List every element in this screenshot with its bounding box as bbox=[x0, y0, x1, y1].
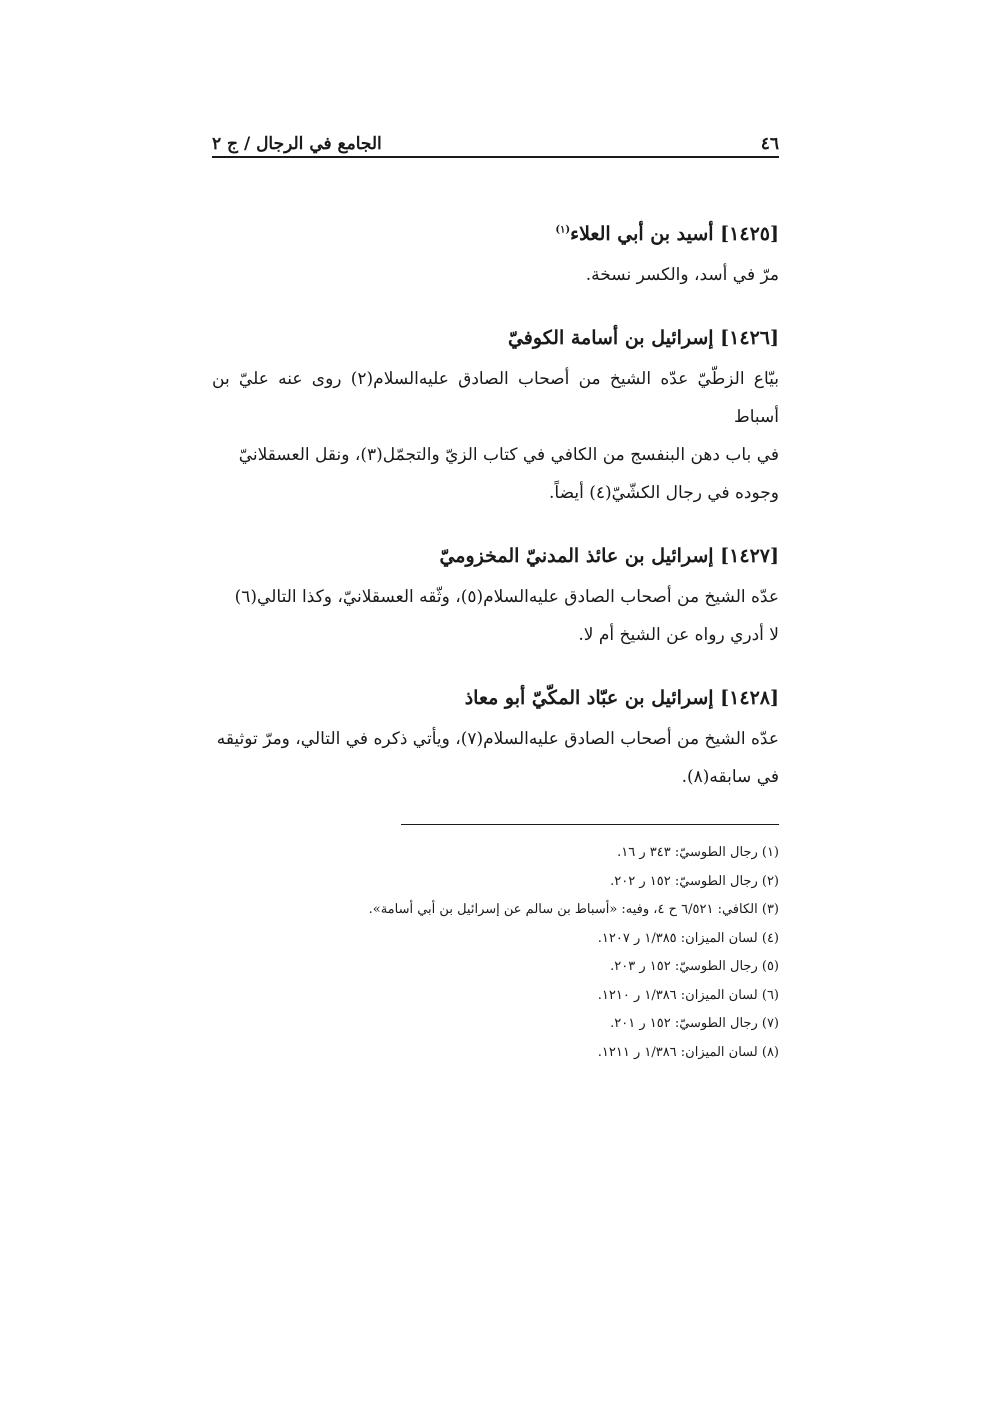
entry-title: [١٤٢٧] إسرائيل بن عائذ المدنيّ المخزوميّ bbox=[439, 545, 779, 567]
footnote: (٢) رجال الطوسيّ: ١٥٢ ر ٢٠٢. bbox=[610, 873, 779, 889]
footnotes bbox=[212, 839, 779, 1067]
footnote: (٦) لسان الميزان: ١/٣٨٦ ر ١٢١٠. bbox=[597, 987, 779, 1003]
entry-1426 bbox=[212, 320, 779, 512]
running-header bbox=[212, 118, 779, 158]
footnote: (١) رجال الطوسيّ: ٣٤٣ ر ١٦. bbox=[617, 845, 779, 860]
footnote: (٤) لسان الميزان: ١/٣٨٥ ر ١٢٠٧. bbox=[597, 930, 779, 946]
body-line: لا أدري رواه عن الشيخ أم لا. bbox=[578, 625, 779, 645]
entry-1428 bbox=[212, 680, 779, 796]
entry-body bbox=[212, 360, 779, 512]
footnote: (٣) الكافي: ٦/٥٢١ ح ٤، وفيه: «أسباط بن سالم عن إسرائيل بن أبي أسامة». bbox=[368, 902, 779, 917]
entry-body bbox=[212, 578, 779, 654]
entry-title: [١٤٢٥] أسيد بن أبي العلاء$^{(١)}$ bbox=[555, 223, 779, 245]
body-line: في سابقه(٨). bbox=[681, 767, 779, 787]
page-number: ٤٦ bbox=[760, 134, 779, 154]
footnote: (٧) رجال الطوسيّ: ١٥٢ ر ٢٠١. bbox=[610, 1016, 779, 1031]
entries bbox=[212, 216, 779, 796]
footnote: (٨) لسان الميزان: ١/٣٨٦ ر ١٢١١. bbox=[597, 1044, 779, 1060]
entry-body bbox=[212, 720, 779, 796]
entry-title: [١٤٢٦] إسرائيل بن أسامة الكوفيّ bbox=[507, 327, 779, 349]
entry-body bbox=[212, 256, 779, 294]
body-line: وجوده في رجال الكشّيّ(٤) أيضاً. bbox=[549, 483, 779, 503]
body-line: في باب دهن البنفسج من الكافي في كتاب الزيّ والتجمّل(٣)، ونقل العسقلانيّ bbox=[238, 445, 779, 465]
entry-1427 bbox=[212, 538, 779, 654]
body-line: عدّه الشيخ من أصحاب الصادق عليه‌السلام(٥)، وثّقه العسقلانيّ، وكذا التالي(٦) bbox=[234, 587, 779, 607]
entry-title: [١٤٢٨] إسرائيل بن عبّاد المكّيّ أبو معاذ bbox=[464, 687, 779, 709]
book-title: الجامع في الرجال / ج ٢ bbox=[212, 134, 382, 154]
entry-1425 bbox=[212, 216, 779, 294]
body-line: عدّه الشيخ من أصحاب الصادق عليه‌السلام(٧)، ويأتي ذكره في التالي، ومرّ توثيقه bbox=[216, 729, 779, 749]
footnote-ref: (١) bbox=[555, 224, 571, 236]
document-page bbox=[212, 118, 779, 1067]
footnote-divider bbox=[401, 824, 779, 825]
body-line: مرّ في أسد، والكسر نسخة. bbox=[585, 265, 779, 285]
body-line: بيّاع الزطّيّ عدّه الشيخ من أصحاب الصادق عليه‌السلام(٢) روى عنه عليّ بن أسباط bbox=[212, 369, 779, 427]
footnote: (٥) رجال الطوسيّ: ١٥٢ ر ٢٠٣. bbox=[610, 959, 779, 974]
